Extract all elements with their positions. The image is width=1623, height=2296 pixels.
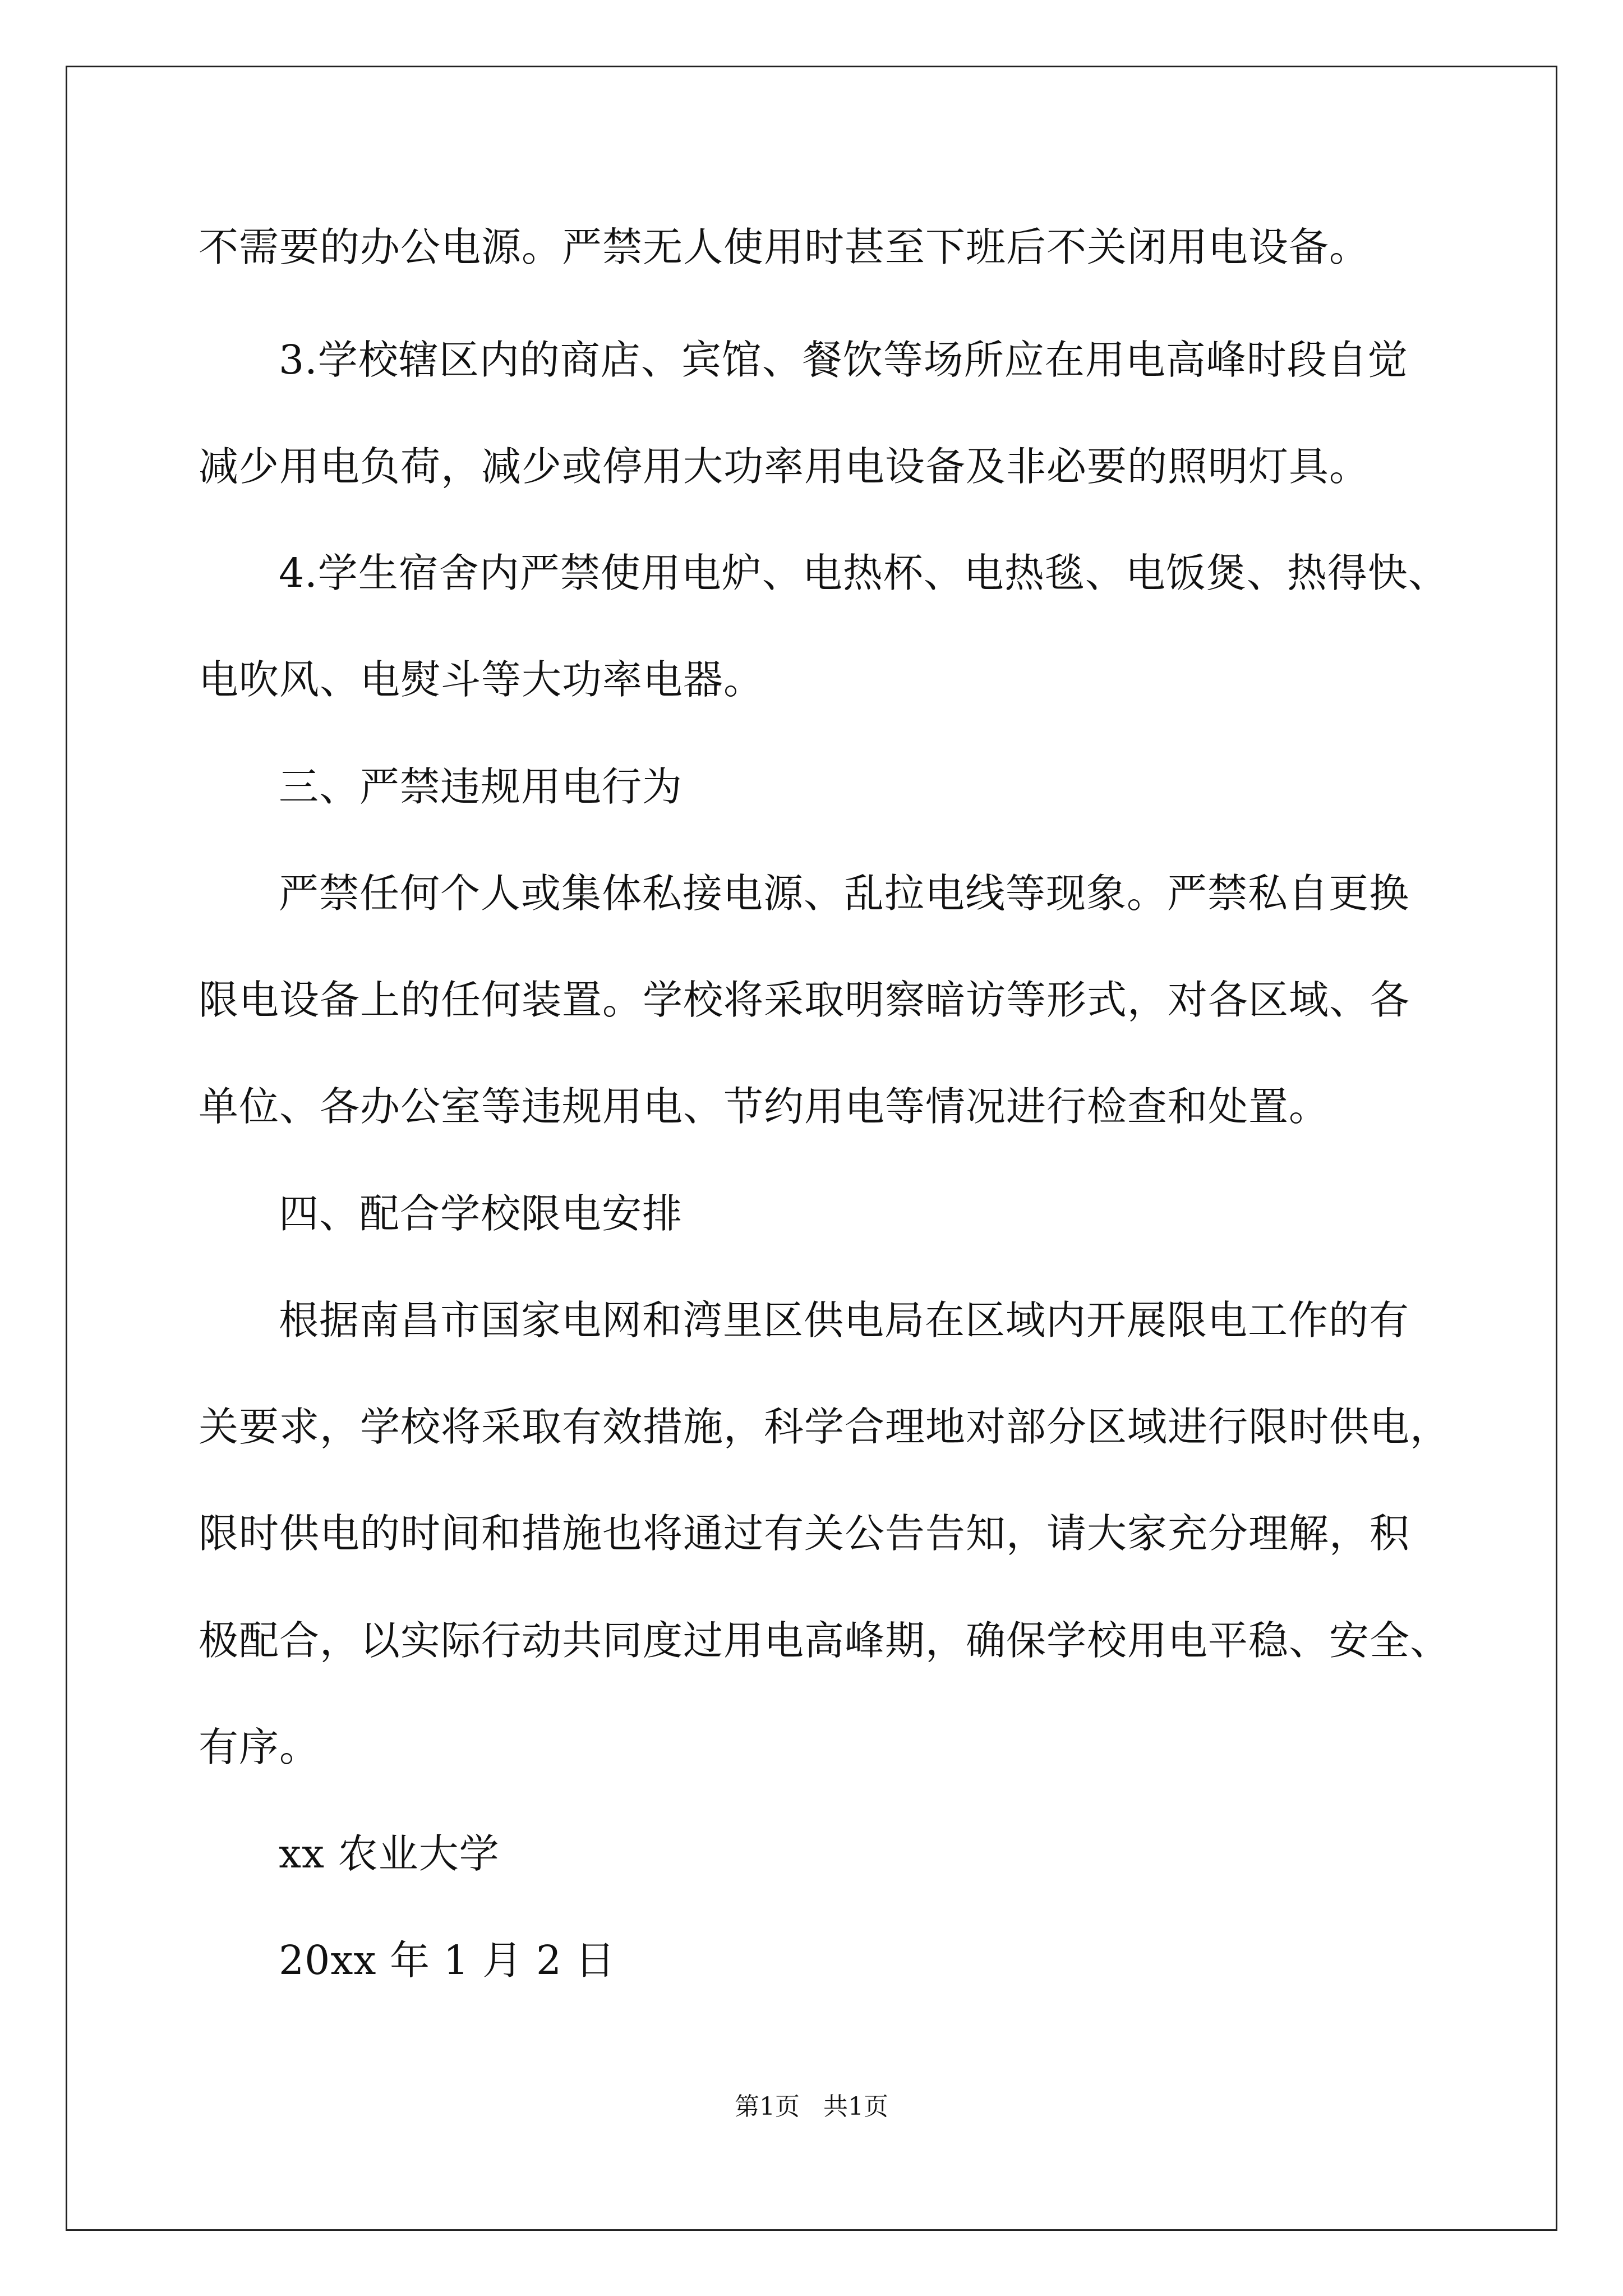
section-heading-4: 四、配合学校限电安排 [279,1190,683,1237]
body-line-1: 不需要的办公电源。严禁无人使用时甚至下班后不关闭用电设备。 [199,224,1370,270]
body-line-13: 限时供电的时间和措施也将通过有关公告告知，请大家充分理解，积 [199,1510,1410,1557]
signature-organization: xx 农业大学 [279,1830,500,1877]
body-line-11: 根据南昌市国家电网和湾里区供电局在区域内开展限电工作的有 [279,1297,1410,1343]
page-border [66,66,1557,2231]
section-heading-3: 三、严禁违规用电行为 [279,763,683,810]
body-line-7: 严禁任何个人或集体私接电源、乱拉电线等现象。严禁私自更换 [279,870,1410,917]
signature-date: 20xx 年 1 月 2 日 [279,1937,616,1984]
page-number-footer: 第1页 共1页 [735,2092,888,2121]
body-line-14: 极配合，以实际行动共同度过用电高峰期，确保学校用电平稳、安全、 [199,1617,1451,1664]
body-line-5: 电吹风、电熨斗等大功率电器。 [199,656,764,703]
body-line-9: 单位、各办公室等违规用电、节约用电等情况进行检查和处置。 [199,1083,1330,1130]
body-line-2: 3.学校辖区内的商店、宾馆、餐饮等场所应在用电高峰时段自觉 [279,337,1408,383]
body-line-15: 有序。 [199,1724,320,1770]
body-line-3: 减少用电负荷，减少或停用大功率用电设备及非必要的照明灯具。 [199,443,1370,490]
body-line-4: 4.学生宿舍内严禁使用电炉、电热杯、电热毯、电饭煲、热得快、 [279,550,1449,596]
body-line-12: 关要求，学校将采取有效措施，科学合理地对部分区域进行限时供电， [199,1404,1451,1450]
body-line-8: 限电设备上的任何装置。学校将采取明察暗访等形式，对各区域、各 [199,977,1410,1023]
